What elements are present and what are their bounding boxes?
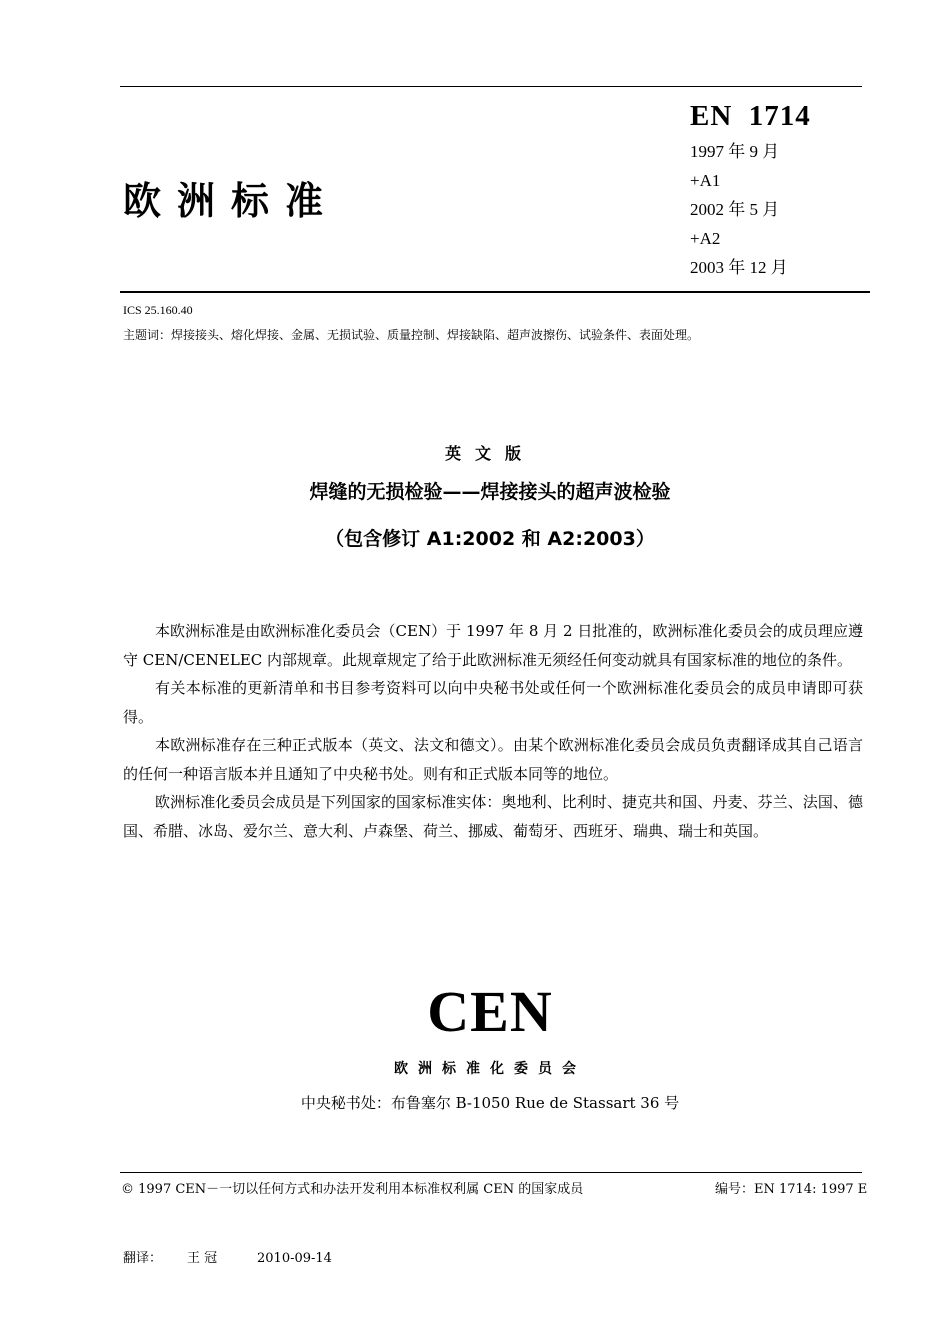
copyright-notice: © 1997 CEN－一切以任何方式和办法开发利用本标准权利属 CEN 的国家成员 <box>121 1182 584 1197</box>
standard-number: EN 1714 <box>690 100 811 132</box>
secretariat-address: 中央秘书处：布鲁塞尔 B-1050 Rue de Stassart 36 号 <box>300 1094 680 1112</box>
translator-label: 翻译： <box>123 1251 163 1266</box>
amendment-date: 2003 年 12 月 <box>690 258 788 277</box>
paragraph: 本欧洲标准存在三种正式版本（英文、法文和德文）。由某个欧洲标准化委员会成员负责翻译成其自己语言的任何一种语言版本并且通知了中央秘书处。则有和正式版本同等的地位。 <box>123 736 863 783</box>
cen-logo: CEN <box>427 979 553 1044</box>
document-reference: 编号：EN 1714: 1997 E <box>715 1182 868 1197</box>
top-rule <box>120 86 862 87</box>
paragraph: 有关本标准的更新清单和书目参考资料可以向中央秘书处或任何一个欧洲标准化委员会的成员申请即可获得。 <box>123 679 863 726</box>
amendment-label: +A1 <box>690 171 721 190</box>
document-subtitle: （包含修订 A1:2002 和 A2:2003） <box>325 528 655 550</box>
header-rule <box>120 291 870 293</box>
paragraph: 本欧洲标准是由欧洲标准化委员会（CEN）于 1997 年 8 月 2 日批准的，欧洲标准化委员会的成员理应遵守 CEN/CENELEC 内部规章。此规章规定了给于此欧洲标准无须经任何变动就具有国家标准的地位的条件。 <box>123 622 863 669</box>
edition-label: 英文版 <box>444 444 535 463</box>
body-text <box>123 617 863 845</box>
committee-name: 欧洲标准化委员会 <box>394 1061 586 1077</box>
ics-code: ICS 25.160.40 <box>123 303 193 317</box>
paragraph: 欧洲标准化委员会成员是下列国家的国家标准实体：奥地利、比利时、捷克共和国、丹麦、芬兰、法国、德国、希腊、冰岛、爱尔兰、意大利、卢森堡、荷兰、挪威、葡萄牙、西班牙、瑞典、瑞士和英国。 <box>123 793 863 840</box>
org-title: 欧洲标准 <box>123 178 340 223</box>
amendment-date: 2002 年 5 月 <box>690 200 780 219</box>
standard-date: 1997 年 9 月 <box>690 142 780 161</box>
document-title: 焊缝的无损检验——焊接接头的超声波检验 <box>309 481 671 503</box>
standard-block <box>690 100 811 282</box>
footer-rule <box>120 1172 862 1173</box>
translator-name: 王 冠 <box>187 1251 218 1266</box>
keywords: 主题词：焊接接头、熔化焊接、金属、无损试验、质量控制、焊接缺陷、超声波擦伤、试验条件、表面处理。 <box>123 328 700 342</box>
amendment-label: +A2 <box>690 229 721 248</box>
translation-date: 2010-09-14 <box>257 1251 332 1266</box>
translator-line <box>123 1247 332 1266</box>
